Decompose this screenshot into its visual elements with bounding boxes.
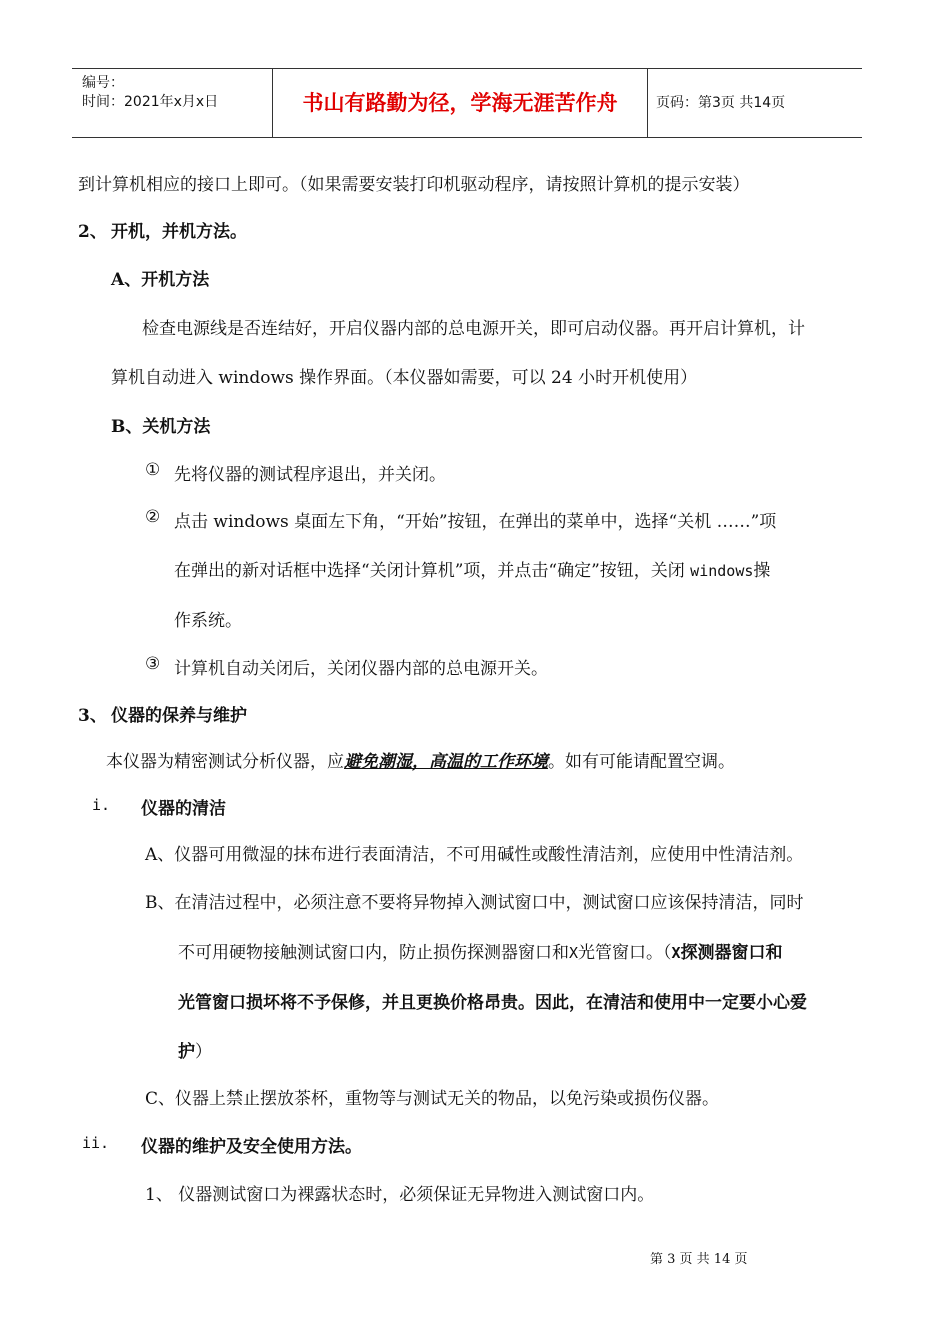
section-2-number: 2、: [78, 222, 107, 242]
section-3-intro-b: 。如有可能请配置空调。: [548, 752, 735, 772]
cleaning-b-line2-a: 不可用硬物接触测试窗口内，防止损伤探测器窗口和: [178, 943, 569, 963]
step-3-marker: ③: [145, 654, 161, 674]
cleaning-b-line2: [178, 938, 783, 963]
step-1-marker: ①: [145, 460, 161, 480]
cleaning-b-line3: 光管窗口损坏将不予保修，并且更换价格昂贵。因此，在清洁和使用中一定要小心爱: [178, 993, 807, 1013]
page-footer: 第 3 页 共 14 页: [650, 1252, 748, 1267]
subsection-i-title: 仪器的清洁: [141, 799, 226, 819]
step-2-line3: 作系统。: [174, 611, 242, 631]
cleaning-b-line4-a: 护: [178, 1042, 195, 1062]
section-3-title: 仪器的保养与维护: [111, 706, 247, 726]
step-1-text: 先将仪器的测试程序退出，并关闭。: [174, 465, 446, 485]
header-meta-cell: [72, 69, 273, 137]
page-header: [72, 68, 862, 138]
cleaning-b-line2-e: 探测器窗口和: [680, 943, 783, 963]
cleaning-b-line2-c: 光管窗口。（: [578, 943, 672, 963]
section-3-number: 3、: [78, 706, 107, 726]
section-2-title: 开机，并机方法。: [111, 222, 247, 242]
section-3-intro-emphasis: 避免潮湿，高温的工作环境: [344, 752, 548, 772]
paragraph-a-line1: 检查电源线是否连结好，开启仪器内部的总电源开关，即可启动仪器。再开启计算机，计: [142, 319, 805, 339]
number-label: 编号：: [82, 75, 124, 91]
subsection-ii-title: 仪器的维护及安全使用方法。: [141, 1137, 362, 1157]
time-label: 时间：2021年x月x日: [82, 94, 219, 110]
cleaning-b-line1: B、在清洁过程中，必须注意不要将异物掉入测试窗口中，测试窗口应该保持清洁，同时: [145, 893, 804, 913]
cleaning-b-line4: [178, 1037, 212, 1062]
subsection-b-title: B、关机方法: [111, 417, 211, 437]
continued-line: 到计算机相应的接口上即可。（如果需要安装打印机驱动程序，请按照计算机的提示安装）: [78, 175, 750, 195]
step-2-line2-b: windows: [690, 562, 754, 580]
step-2-line2-a: 在弹出的新对话框中选择“关闭计算机”项，并点击“确定”按钮，关闭: [174, 561, 685, 581]
paragraph-a-line2: 算机自动进入 windows 操作界面。（本仪器如需要，可以 24 小时开机使用）: [111, 368, 698, 388]
maintenance-item-1: 1、 仪器测试窗口为裸露状态时，必须保证无异物进入测试窗口内。: [145, 1185, 655, 1205]
cleaning-b-line4-b: ）: [195, 1042, 212, 1062]
header-motto: 书山有路勤为径，学海无涯苦作舟: [273, 69, 648, 137]
cleaning-c: C、仪器上禁止摆放茶杯，重物等与测试无关的物品，以免污染或损伤仪器。: [145, 1089, 720, 1109]
step-3-text: 计算机自动关闭后，关闭仪器内部的总电源开关。: [174, 659, 548, 679]
subsection-a-title: A、开机方法: [111, 270, 210, 290]
subsection-ii-number: ii.: [82, 1134, 110, 1152]
header-page-info: 页码：第3页 共14页: [656, 95, 786, 111]
cleaning-a: A、仪器可用微湿的抹布进行表面清洁，不可用碱性或酸性清洁剂，应使用中性清洁剂。: [145, 845, 804, 865]
subsection-i-number: i.: [92, 796, 111, 814]
step-2-line2: [174, 556, 770, 581]
step-2-marker: ②: [145, 507, 161, 527]
section-3-intro: [106, 747, 735, 772]
cleaning-b-line2-b: X: [569, 944, 579, 962]
step-2-line2-c: 操: [753, 561, 771, 581]
cleaning-b-line2-d: X: [671, 944, 681, 962]
step-2-line1: 点击 windows 桌面左下角，“开始”按钮，在弹出的菜单中，选择“关机 ……”项: [174, 512, 777, 532]
section-3-intro-a: 本仪器为精密测试分析仪器，应: [106, 752, 344, 772]
